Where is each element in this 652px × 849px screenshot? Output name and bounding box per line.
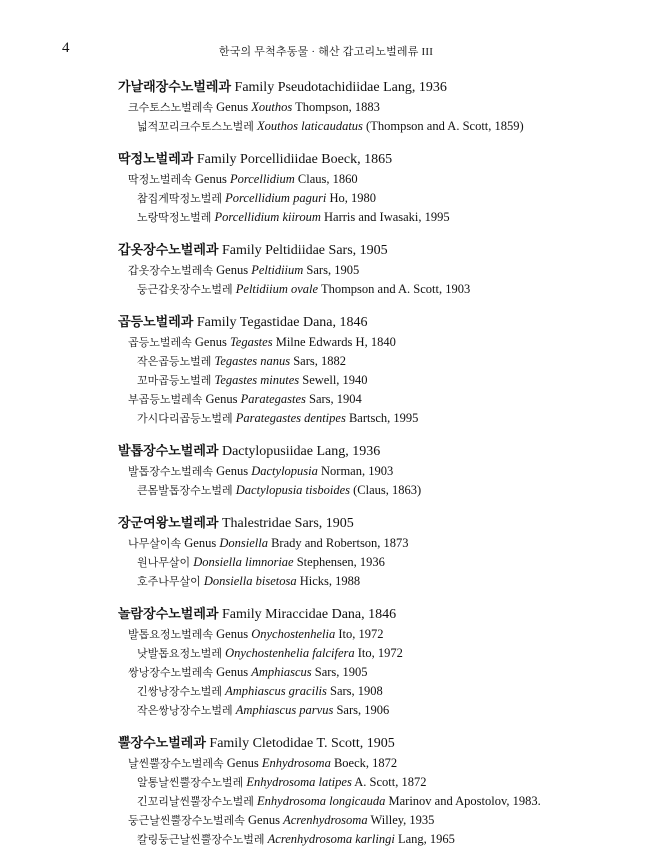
genus-line (0, 625, 652, 644)
genus-scientific-name: Porcellidium (229, 172, 295, 186)
species-korean-name: 긴쌍낭장수노벌레 (137, 685, 223, 698)
family-heading (0, 442, 652, 462)
family-author: Boeck, 1865 (321, 152, 393, 167)
species-author: Thompson and A. Scott, 1903 (320, 282, 471, 296)
genus-korean-name: 발톱요정노벌레속 (128, 628, 214, 641)
family-korean-name: 가날래장수노벌레과 (118, 80, 232, 95)
family-scientific-name: Cletodidae (252, 736, 314, 751)
genus-scientific-name: Dactylopusia (251, 464, 318, 478)
species-line (0, 371, 652, 390)
species-line (0, 701, 652, 720)
genus-scientific-name: Onychostenhelia (251, 627, 336, 641)
species-author: Sewell, 1940 (302, 373, 368, 387)
family-block (0, 605, 652, 720)
species-author: Sars, 1882 (293, 354, 347, 368)
family-block (0, 241, 652, 299)
family-heading (0, 150, 652, 170)
family-rank-label: Family (234, 80, 275, 95)
species-korean-name: 노랑딱정노벌레 (137, 211, 212, 224)
species-scientific-name: Dactylopusia tisboides (235, 483, 350, 497)
genus-rank-label: Genus (184, 536, 217, 550)
genus-korean-name: 발톱장수노벌레속 (128, 465, 214, 478)
family-korean-name: 놀람장수노벌레과 (118, 607, 219, 622)
family-korean-name: 발톱장수노벌레과 (118, 444, 219, 459)
species-scientific-name: Porcellidium kiiroum (214, 210, 321, 224)
page-number: 4 (62, 40, 70, 56)
family-korean-name: 딱정노벌레과 (118, 152, 194, 167)
species-author: Bartsch, 1995 (348, 411, 419, 425)
species-scientific-name: Amphiascus gracilis (225, 684, 327, 698)
species-korean-name: 원나무살이 (137, 556, 191, 569)
family-korean-name: 곱등노벌레과 (118, 315, 194, 330)
family-heading (0, 241, 652, 261)
species-line (0, 792, 652, 811)
family-author: T. Scott, 1905 (316, 736, 395, 751)
genus-author: Sars, 1904 (309, 392, 362, 406)
genus-scientific-name: Donsiella (219, 536, 268, 550)
family-heading (0, 313, 652, 333)
genus-rank-label: Genus (226, 756, 259, 770)
genus-korean-name: 날씬뿔장수노벌레속 (128, 757, 224, 770)
genus-author: Willey, 1935 (370, 813, 435, 827)
species-scientific-name: Onychostenhelia falcifera (225, 646, 355, 660)
genus-scientific-name: Parategastes (240, 392, 306, 406)
species-line (0, 117, 652, 136)
species-scientific-name: Acrenhydrosoma karlingi (267, 832, 395, 846)
family-scientific-name: Pseudotachidiidae (277, 80, 380, 95)
species-line (0, 409, 652, 428)
family-korean-name: 뿔장수노벌레과 (118, 736, 206, 751)
genus-line (0, 462, 652, 481)
genus-korean-name: 쌍낭장수노벌레속 (128, 666, 214, 679)
genus-rank-label: Genus (194, 172, 227, 186)
species-korean-name: 알통날씬뿔장수노벌레 (137, 776, 244, 789)
family-heading (0, 78, 652, 98)
species-scientific-name: Tegastes minutes (214, 373, 300, 387)
species-korean-name: 칼링둥근날씬뿔장수노벌레 (137, 833, 265, 846)
species-korean-name: 큰몸발톱장수노벌레 (137, 484, 233, 497)
species-scientific-name: Donsiella bisetosa (203, 574, 297, 588)
genus-line (0, 811, 652, 830)
family-block (0, 313, 652, 428)
family-block (0, 78, 652, 136)
genus-scientific-name: Amphiascus (251, 665, 312, 679)
genus-line (0, 98, 652, 117)
species-author: Stephensen, 1936 (296, 555, 385, 569)
genus-line (0, 534, 652, 553)
family-scientific-name: Peltidiidae (265, 243, 326, 258)
family-author: Lang, 1936 (383, 80, 447, 95)
species-author: (Thompson and A. Scott, 1859) (366, 119, 524, 133)
genus-line (0, 663, 652, 682)
genus-korean-name: 나무살이속 (128, 537, 182, 550)
genus-scientific-name: Peltidiium (251, 263, 304, 277)
species-author: A. Scott, 1872 (354, 775, 427, 789)
genus-rank-label: Genus (216, 263, 249, 277)
species-korean-name: 참집게딱정노벌레 (137, 192, 223, 205)
family-rank-label: Family (209, 736, 250, 751)
species-korean-name: 가시다리곱등노벌레 (137, 412, 233, 425)
genus-korean-name: 딱정노벌레속 (128, 173, 192, 186)
species-line (0, 481, 652, 500)
species-korean-name: 낫발톱요정노벌레 (137, 647, 223, 660)
species-line (0, 773, 652, 792)
species-author: Harris and Iwasaki, 1995 (324, 210, 450, 224)
species-author: Sars, 1906 (336, 703, 390, 717)
species-korean-name: 작은쌍낭장수노벌레 (137, 704, 233, 717)
genus-author: Claus, 1860 (297, 172, 358, 186)
family-author: Sars, 1905 (328, 243, 388, 258)
species-line (0, 553, 652, 572)
taxonomy-list (0, 78, 652, 849)
species-korean-name: 둥근갑옷장수노벌레 (137, 283, 233, 296)
family-author: Sars, 1905 (294, 516, 354, 531)
species-line (0, 208, 652, 227)
family-rank-label: Family (221, 243, 262, 258)
species-scientific-name: Amphiascus parvus (235, 703, 334, 717)
species-author: Ito, 1972 (357, 646, 403, 660)
genus-korean-name: 갑옷장수노벌레속 (128, 264, 214, 277)
family-scientific-name: Thalestridae (221, 516, 292, 531)
genus-author: Thompson, 1883 (295, 100, 380, 114)
family-author: Dana, 1846 (302, 315, 368, 330)
genus-rank-label: Genus (194, 335, 227, 349)
species-scientific-name: Parategastes dentipes (235, 411, 346, 425)
species-scientific-name: Xouthos laticaudatus (257, 119, 363, 133)
family-block (0, 734, 652, 849)
genus-scientific-name: Enhydrosoma (261, 756, 331, 770)
species-line (0, 644, 652, 663)
genus-korean-name: 둥근날씬뿔장수노벌레속 (128, 814, 245, 827)
genus-line (0, 390, 652, 409)
genus-rank-label: Genus (205, 392, 238, 406)
genus-author: Milne Edwards H, 1840 (275, 335, 396, 349)
species-line (0, 682, 652, 701)
family-scientific-name: Tegastidae (239, 315, 300, 330)
genus-author: Norman, 1903 (321, 464, 394, 478)
genus-author: Sars, 1905 (314, 665, 368, 679)
family-block (0, 150, 652, 227)
species-line (0, 830, 652, 849)
family-korean-name: 장군여왕노벌레과 (118, 516, 219, 531)
family-heading (0, 734, 652, 754)
genus-author: Brady and Robertson, 1873 (271, 536, 409, 550)
genus-korean-name: 부곱등노벌레속 (128, 393, 203, 406)
family-heading (0, 605, 652, 625)
genus-rank-label: Genus (248, 813, 280, 827)
genus-scientific-name: Acrenhydrosoma (283, 813, 368, 827)
family-scientific-name: Porcellidiidae (240, 152, 318, 167)
genus-author: Boeck, 1872 (333, 756, 398, 770)
species-scientific-name: Peltidiium ovale (235, 282, 319, 296)
family-block (0, 442, 652, 500)
species-korean-name: 긴꼬리날씬뿔장수노벌레 (137, 795, 254, 808)
family-heading (0, 514, 652, 534)
family-scientific-name: Dactylopusiidae (221, 444, 313, 459)
species-korean-name: 꼬마곱등노벌레 (137, 374, 212, 387)
family-rank-label: Family (196, 152, 237, 167)
family-author: Dana, 1846 (331, 607, 397, 622)
genus-scientific-name: Tegastes (229, 335, 273, 349)
genus-rank-label: Genus (216, 665, 249, 679)
genus-scientific-name: Xouthos (251, 100, 293, 114)
species-author: (Claus, 1863) (353, 483, 422, 497)
species-author: Marinov and Apostolov, 1983. (388, 794, 541, 808)
genus-line (0, 261, 652, 280)
species-scientific-name: Tegastes nanus (214, 354, 291, 368)
family-block (0, 514, 652, 591)
family-scientific-name: Miraccidae (265, 607, 329, 622)
genus-rank-label: Genus (216, 627, 249, 641)
running-header: 한국의 무척추동물 · 해산 갑고리노벌레류 III (218, 46, 434, 58)
genus-rank-label: Genus (216, 100, 249, 114)
species-author: Hicks, 1988 (299, 574, 361, 588)
species-author: Lang, 1965 (397, 832, 455, 846)
genus-line (0, 333, 652, 352)
genus-author: Ito, 1972 (338, 627, 384, 641)
genus-korean-name: 크수토스노벌레속 (128, 101, 214, 114)
species-line (0, 352, 652, 371)
species-author: Sars, 1908 (330, 684, 383, 698)
genus-korean-name: 곱등노벌레속 (128, 336, 192, 349)
genus-line (0, 170, 652, 189)
species-korean-name: 작은곱등노벌레 (137, 355, 212, 368)
genus-line (0, 754, 652, 773)
family-korean-name: 갑옷장수노벌레과 (118, 243, 219, 258)
family-rank-label: Family (196, 315, 237, 330)
species-scientific-name: Enhydrosoma latipes (246, 775, 352, 789)
family-rank-label: Family (221, 607, 262, 622)
species-scientific-name: Enhydrosoma longicauda (257, 794, 386, 808)
genus-author: Sars, 1905 (306, 263, 360, 277)
species-line (0, 280, 652, 299)
species-scientific-name: Donsiella limnoriae (193, 555, 294, 569)
species-scientific-name: Porcellidium paguri (225, 191, 327, 205)
species-korean-name: 호주나무살이 (137, 575, 201, 588)
species-line (0, 572, 652, 591)
genus-rank-label: Genus (216, 464, 249, 478)
species-author: Ho, 1980 (329, 191, 377, 205)
family-author: Lang, 1936 (316, 444, 381, 459)
species-korean-name: 넓적꼬리크수토스노벌레 (137, 120, 254, 133)
species-line (0, 189, 652, 208)
